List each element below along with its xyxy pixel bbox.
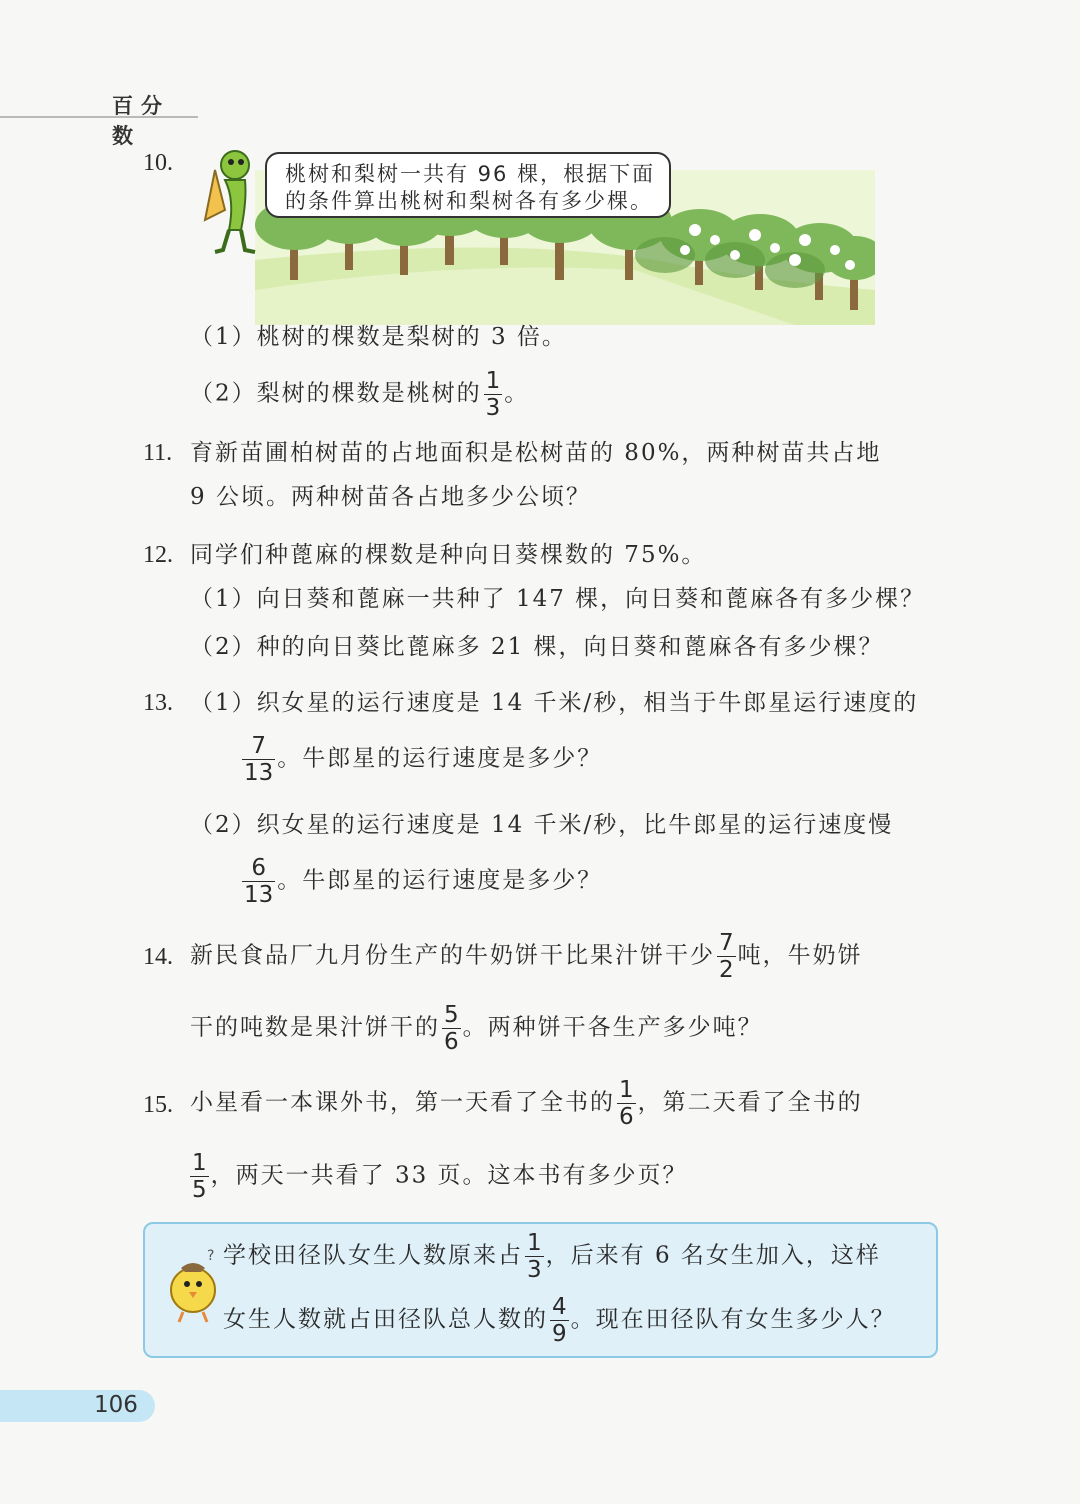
problem-12-line-1: 同学们种蓖麻的棵数是种向日葵棵数的 75%。 [190, 542, 707, 568]
challenge-line-1: 学校田径队女生人数原来占 $\frac{1}{3}$ ，后来有 6 名女生加入，这样 [223, 1230, 881, 1283]
problem-14-line-2: 干的吨数是果汁饼干的 $\frac{5}{6}$ 。两种饼干各生产多少吨？ [190, 1002, 763, 1055]
problem-12-number: 12. [143, 542, 173, 568]
fraction: $\frac{1}{3}$ [485, 368, 501, 421]
fraction: $\frac{1}{5}$ [192, 1150, 207, 1203]
problem-13-sub-1-line-2: $\frac{7}{13}$ 。牛郎星的运行速度是多少？ [244, 733, 603, 786]
problem-11-number: 11. [143, 440, 173, 466]
problem-13-sub-2-line-1: （2）织女星的运行速度是 14 千米/秒，比牛郎星的运行速度慢 [190, 812, 894, 838]
thinking-chick-icon [161, 1244, 225, 1324]
problem-15-line-2: $\frac{1}{5}$ ，两天一共看了 33 页。这本书有多少页？ [192, 1150, 688, 1203]
fraction: $\frac{6}{13}$ [244, 855, 274, 908]
bubble-line-1: 桃树和梨树一共有 96 棵，根据下面 [285, 162, 656, 186]
page-number: 106 [94, 1392, 138, 1418]
problem-12-sub-1: （1）向日葵和蓖麻一共种了 147 棵，向日葵和蓖麻各有多少棵？ [190, 586, 926, 612]
problem-14-line-1: 新民食品厂九月份生产的牛奶饼干比果汁饼干少 $\frac{7}{2}$ 吨，牛奶饼 [190, 930, 863, 983]
problem-15-line-1: 小星看一本课外书，第一天看了全书的 $\frac{1}{6}$ ，第二天看了全书的 [190, 1077, 863, 1130]
chapter-title: 百分数 [112, 94, 170, 148]
fraction: $\frac{1}{3}$ [527, 1230, 542, 1283]
fraction: $\frac{4}{9}$ [552, 1294, 567, 1347]
problem-13-sub-1-line-1: （1）织女星的运行速度是 14 千米/秒，相当于牛郎星运行速度的 [190, 690, 919, 716]
fraction: $\frac{5}{6}$ [444, 1002, 459, 1055]
problem-11-line-1: 育新苗圃柏树苗的占地面积是松树苗的 80%，两种树苗共占地 [190, 440, 882, 466]
fraction: $\frac{7}{2}$ [719, 930, 734, 983]
fraction: $\frac{7}{13}$ [244, 733, 274, 786]
challenge-line-2: 女生人数就占田径队总人数的 $\frac{4}{9}$ 。现在田径队有女生多少人？ [223, 1294, 896, 1347]
problem-10-number: 10. [143, 150, 173, 176]
problem-13-sub-2-line-2: $\frac{6}{13}$ 。牛郎星的运行速度是多少？ [244, 855, 603, 908]
problem-12-sub-2: （2）种的向日葵比蓖麻多 21 棵，向日葵和蓖麻各有多少棵？ [190, 634, 884, 660]
speech-bubble [265, 152, 671, 218]
chapter-header [0, 88, 198, 148]
mascot-icon [205, 151, 255, 252]
fraction: $\frac{1}{6}$ [619, 1077, 634, 1130]
problem-11-line-2: 9 公顷。两种树苗各占地多少公顷？ [190, 484, 591, 510]
svg-text:?: ? [207, 1248, 215, 1264]
bubble-line-2: 的条件算出桃树和梨树各有多少棵。 [285, 189, 653, 213]
problem-10-sub-2: （2）梨树的棵数是桃树的 $\frac{1}{3}$ 。 [190, 368, 530, 421]
challenge-box [143, 1222, 938, 1358]
problem-14-number: 14. [143, 944, 173, 970]
page-number-tab [0, 1390, 155, 1422]
problem-13-number: 13. [143, 690, 173, 716]
problem-10-sub-1: （1）桃树的棵数是梨树的 3 倍。 [190, 324, 567, 350]
problem-15-number: 15. [143, 1092, 173, 1118]
